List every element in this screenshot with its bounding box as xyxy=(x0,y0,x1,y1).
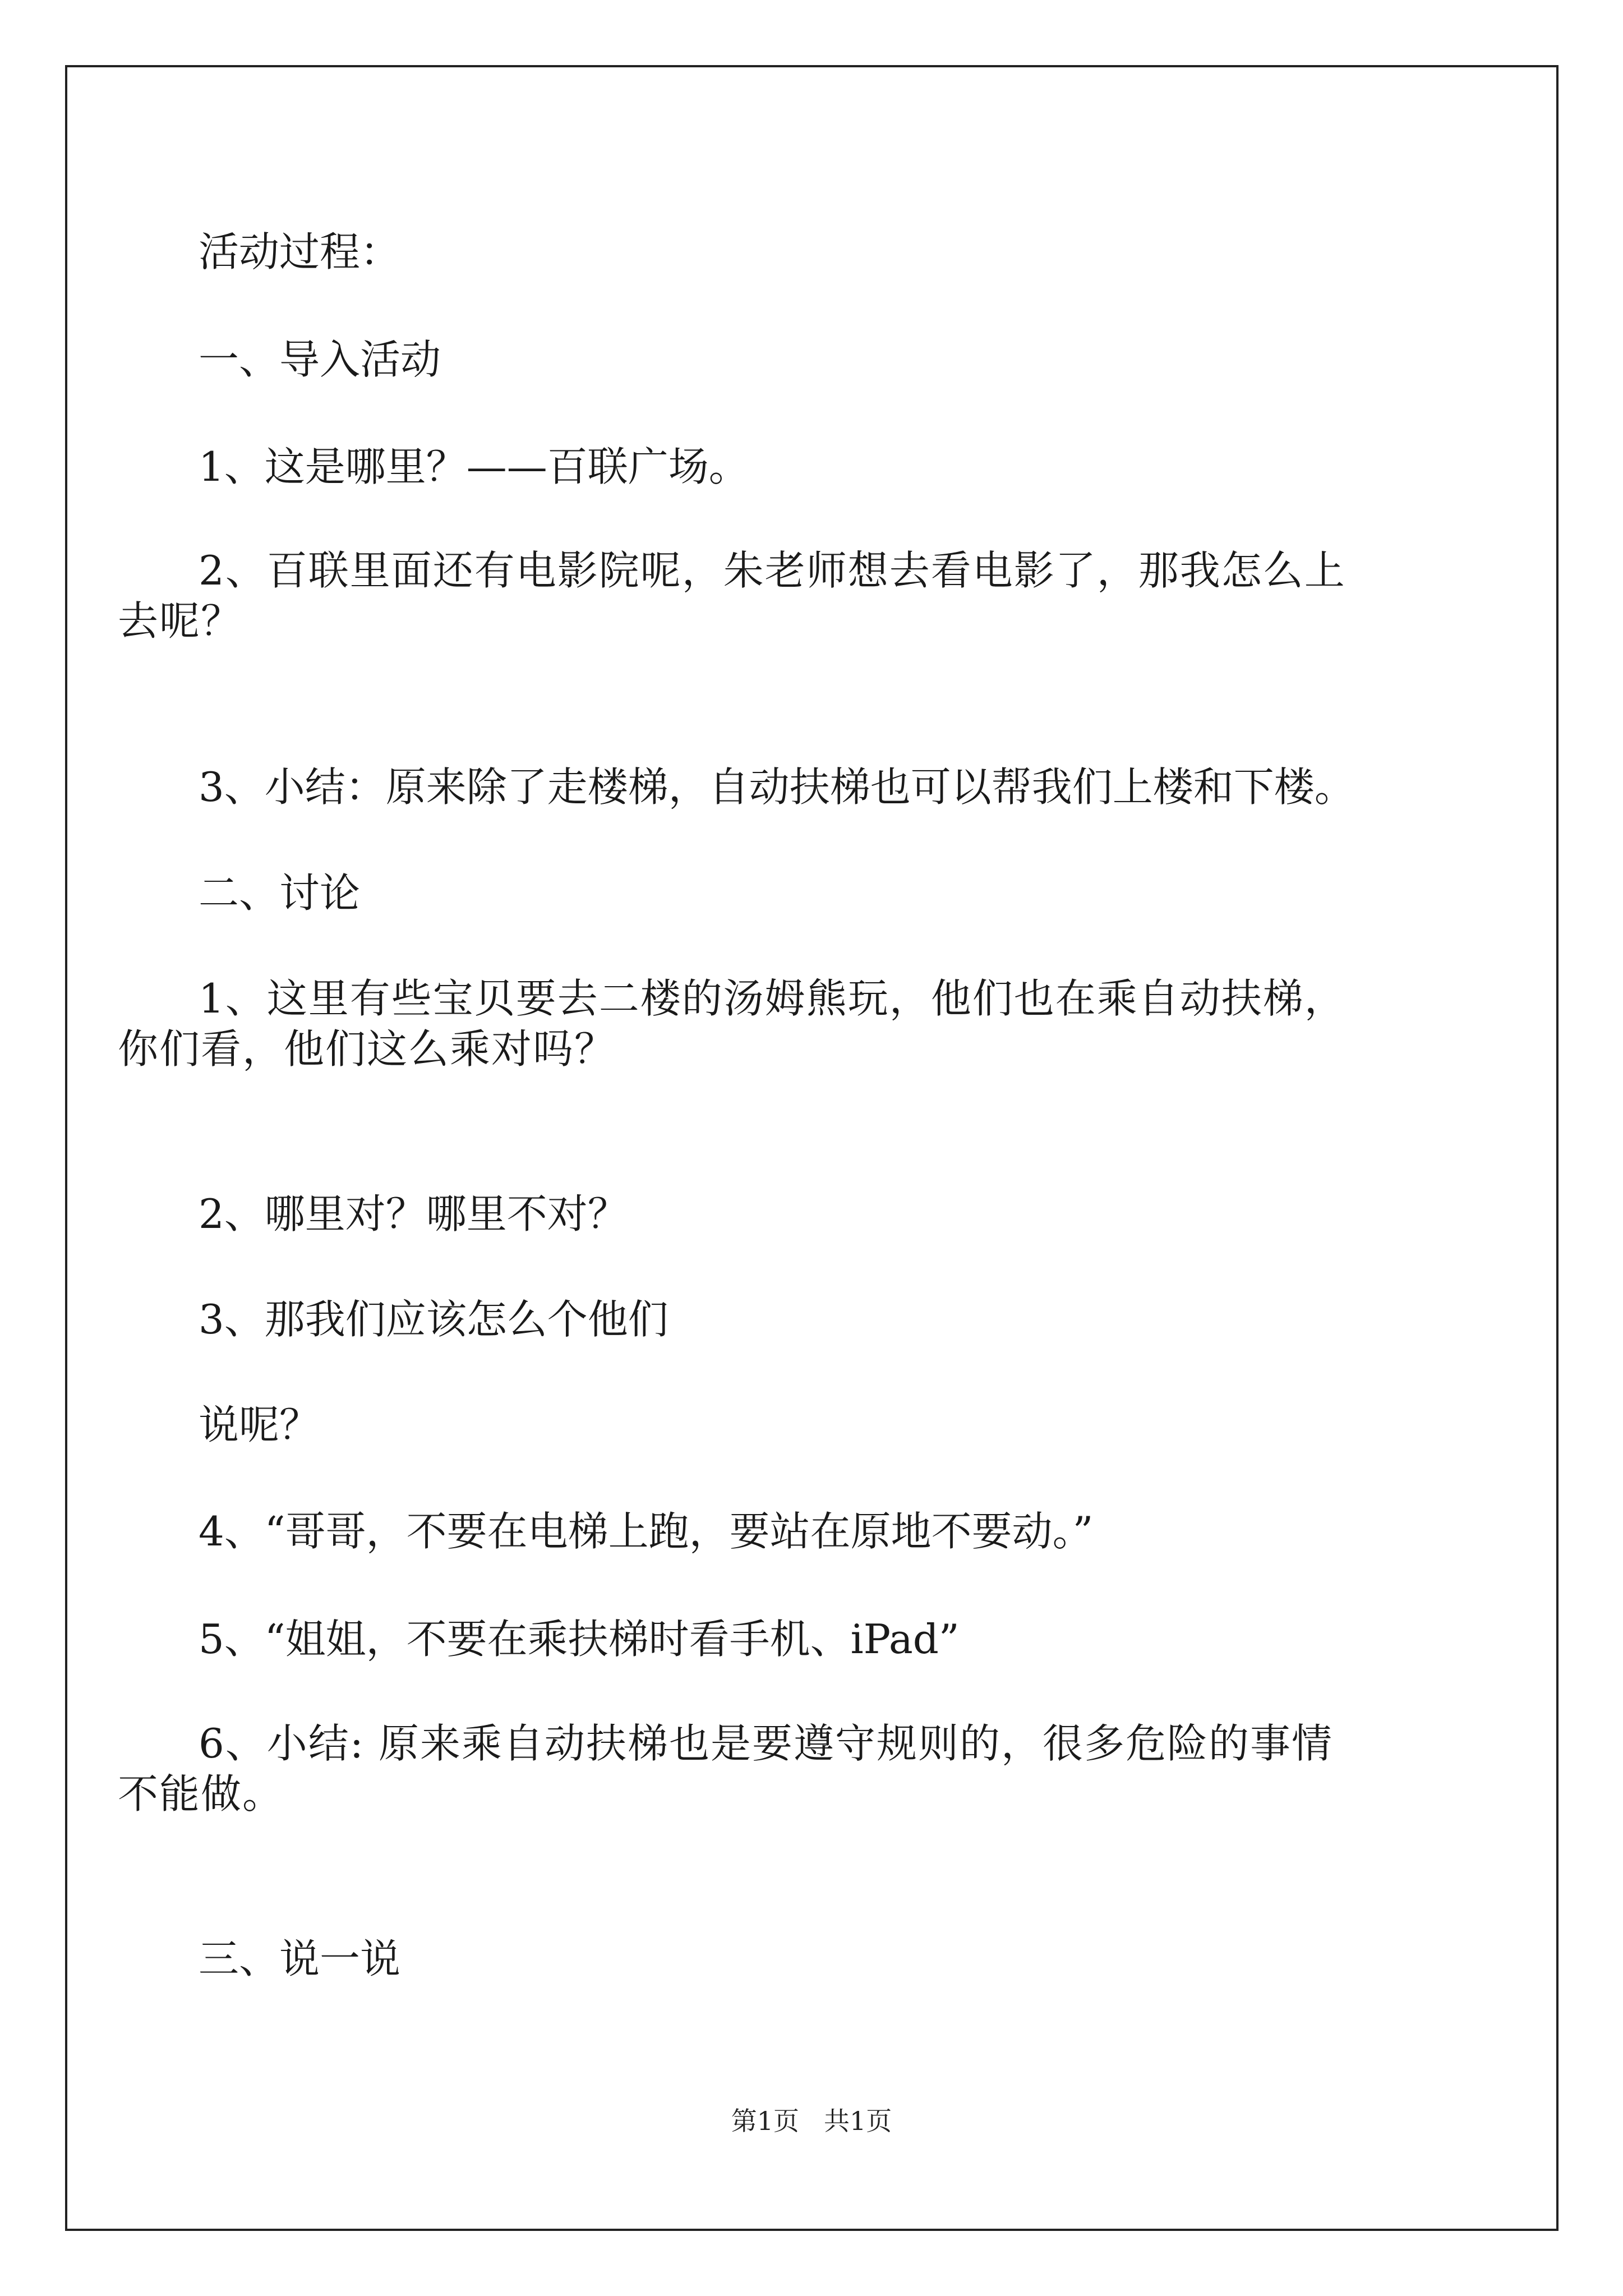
paragraph: 6、小结: 原来乘自动扶梯也是要遵守规则的，很多危险的事情不能做。 xyxy=(118,1720,1333,1818)
paragraph: 1、这是哪里？——百联广场。 xyxy=(199,443,749,490)
paragraph: 2、哪里对？哪里不对？ xyxy=(199,1190,628,1237)
paragraph: 1、这里有些宝贝要去二楼的汤姆熊玩，他们也在乘自动扶梯，你们看，他们这么乘对吗？ xyxy=(118,975,1346,1073)
section-title-1: 一、导入活动 xyxy=(199,336,441,383)
page-number-current: 第1页 xyxy=(731,2106,799,2136)
paragraph: 3、那我们应该怎么个他们 xyxy=(199,1296,668,1343)
paragraph: 5、“姐姐，不要在乘扶梯时看手机、iPad” xyxy=(199,1616,960,1663)
page-number-total: 共1页 xyxy=(824,2106,892,2136)
section-title-3: 三、说一说 xyxy=(199,1935,401,1982)
paragraph: 3、小结：原来除了走楼梯，自动扶梯也可以帮我们上楼和下楼。 xyxy=(199,763,1355,811)
paragraph: 说呢？ xyxy=(199,1401,320,1448)
page-footer xyxy=(0,2101,1623,2138)
page-border xyxy=(65,65,1559,2231)
section-title-2: 二、讨论 xyxy=(199,869,361,917)
paragraph-heading: 活动过程： xyxy=(199,228,401,275)
paragraph: 4、“哥哥，不要在电梯上跑，要站在原地不要动。” xyxy=(199,1508,1094,1555)
paragraph: 2、百联里面还有电影院呢，朱老师想去看电影了，那我怎么上去呢？ xyxy=(118,547,1346,645)
